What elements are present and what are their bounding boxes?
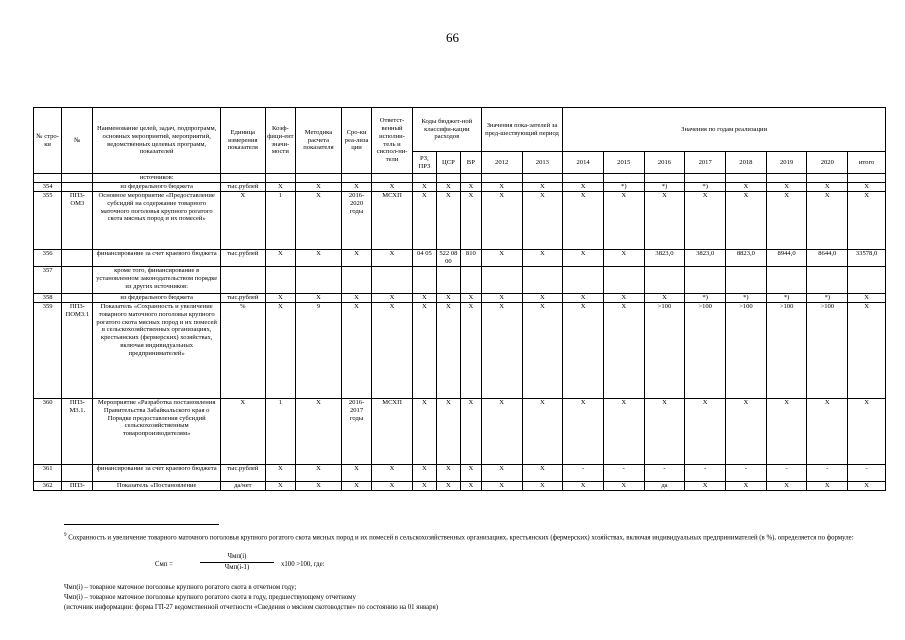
table-cell — [644, 174, 685, 183]
footnote-separator — [64, 524, 219, 525]
table-cell: - — [644, 465, 685, 482]
name-cell: финансирование за счет краевого бюджета — [93, 250, 220, 267]
table-cell: >100 — [685, 303, 726, 399]
header-rz: РЗ, ПРЗ — [412, 152, 436, 174]
table-cell: 1 — [265, 399, 295, 465]
table-cell: X — [563, 303, 604, 399]
table-cell — [220, 174, 265, 183]
table-cell: X — [412, 303, 436, 399]
table-cell: X — [412, 183, 436, 192]
table-cell: X — [296, 482, 342, 491]
table-row — [34, 183, 886, 192]
table-cell: X — [372, 294, 413, 303]
table-cell: X — [412, 399, 436, 465]
header-year: 2013 — [522, 152, 563, 174]
footnote-definition-2: Чмп(i) – товарное маточное поголовье крупного рогатого скота в году, предшествующему отчетному — [64, 594, 356, 601]
table-cell: X — [412, 482, 436, 491]
name-cell: источников: — [93, 174, 220, 183]
table-cell: тыс.рублей — [220, 465, 265, 482]
table-cell: X — [644, 399, 685, 465]
row-number-cell: 356 — [34, 250, 62, 267]
header-prev-period: Значения пока-зателей за пред-шествующий период — [481, 108, 562, 152]
name-cell: Мероприятие «Разработка постановления Правительства Забайкальского края о Порядке предоставления субсидий сельскохозяйственным товаропроизводителям» — [93, 399, 220, 465]
table-cell: X — [412, 192, 436, 250]
page-number: 66 — [446, 30, 459, 45]
table-cell: X — [372, 183, 413, 192]
table-cell: X — [603, 192, 644, 250]
table-cell: да — [644, 482, 685, 491]
table-cell — [296, 267, 342, 294]
table-cell: *) — [726, 294, 767, 303]
table-cell — [766, 174, 807, 183]
table-cell: X — [603, 399, 644, 465]
table-cell: *) — [807, 294, 848, 303]
table-cell — [220, 267, 265, 294]
table-cell: - — [563, 465, 604, 482]
table-cell: X — [341, 294, 371, 303]
table-cell: X — [563, 399, 604, 465]
table-cell: X — [726, 482, 767, 491]
table-cell: X — [522, 399, 563, 465]
table-cell: X — [481, 294, 522, 303]
table-cell: X — [807, 192, 848, 250]
table-cell: X — [436, 303, 460, 399]
table-cell: X — [481, 482, 522, 491]
table-cell: X — [372, 250, 413, 267]
name-cell: Основное мероприятие «Предоставление субсидий на содержание товарного маточного поголовья крупного рогатого скота мясных пород и их помесей» — [93, 192, 220, 250]
table-cell: X — [436, 183, 460, 192]
header-unit: Единица измерения показателя — [220, 108, 265, 174]
table-cell: X — [296, 192, 342, 250]
table-cell: X — [481, 465, 522, 482]
table-cell: X — [766, 192, 807, 250]
table-cell: X — [436, 465, 460, 482]
table-cell: X — [460, 399, 481, 465]
table-cell: X — [726, 192, 767, 250]
table-cell: X — [296, 183, 342, 192]
table-cell: X — [726, 183, 767, 192]
table-cell: X — [848, 482, 886, 491]
table-cell: тыс.рублей — [220, 294, 265, 303]
table-cell — [522, 174, 563, 183]
table-cell: 810 — [460, 250, 481, 267]
table-cell — [460, 267, 481, 294]
table-cell: X — [296, 294, 342, 303]
table-cell: X — [460, 192, 481, 250]
table-cell — [563, 174, 604, 183]
table-cell: ПП3-М3.1. — [62, 399, 93, 465]
table-cell: 33578,0 — [848, 250, 886, 267]
header-year: 2015 — [603, 152, 644, 174]
table-cell — [726, 174, 767, 183]
table-cell — [848, 174, 886, 183]
table-cell: X — [412, 294, 436, 303]
row-number-cell: 358 — [34, 294, 62, 303]
table-cell — [766, 267, 807, 294]
table-cell: X — [522, 465, 563, 482]
table-cell: X — [341, 303, 371, 399]
table-cell: *) — [685, 183, 726, 192]
header-year: 2018 — [726, 152, 767, 174]
header-budget-codes: Коды бюджет-ной классифи-кации расходов — [412, 108, 481, 152]
header-name: Наименование целей, задач, подпрограмм, основных мероприятий, мероприятий, ведомственных целевых программ, показателей — [93, 108, 220, 174]
table-cell: X — [807, 399, 848, 465]
table-cell: X — [848, 399, 886, 465]
table-cell: X — [563, 294, 604, 303]
table-cell: X — [436, 294, 460, 303]
table-cell: 8823,0 — [726, 250, 767, 267]
table-row — [34, 465, 886, 482]
table-cell: 04 05 — [412, 250, 436, 267]
table-cell — [341, 174, 371, 183]
name-cell: из федерального бюджета — [93, 183, 220, 192]
row-number-cell: 357 — [34, 267, 62, 294]
table-cell: X — [807, 183, 848, 192]
table-cell — [62, 250, 93, 267]
table-cell: *) — [644, 183, 685, 192]
footnote-mark: 9 — [64, 533, 67, 538]
table-cell — [481, 174, 522, 183]
header-year: 2016 — [644, 152, 685, 174]
table-cell: 3823,0 — [644, 250, 685, 267]
table-cell — [62, 294, 93, 303]
table-cell: 9 — [296, 303, 342, 399]
table-cell — [62, 183, 93, 192]
table-cell: X — [460, 183, 481, 192]
name-cell: финансирование за счет краевого бюджета — [93, 465, 220, 482]
table-cell — [726, 267, 767, 294]
table-cell — [62, 174, 93, 183]
footnote-description: Сохранность и увеличение товарного маточного поголовья крупного рогатого скота мясных пород и их помесей в сельскохозяйственных организациях, крестьянских (фермерских) хозяйствах, включая индивидуальных предпринимателей (в %), определяется по формуле: — [68, 534, 854, 542]
table-cell: - — [848, 465, 886, 482]
table-cell: ПП3-ОМ3 — [62, 192, 93, 250]
table-cell: ПП3-ПОМ3.1 — [62, 303, 93, 399]
table-cell: X — [341, 183, 371, 192]
table-cell — [685, 174, 726, 183]
table-cell: X — [644, 192, 685, 250]
name-cell: Показатель «Сохранность и увеличение товарного маточного поголовья крупного рогатого скота мясных пород и их помесей в сельскохозяйственных организациях, крестьянских (фермерских) хозяйствах, включая индивидуальных предпринимателей» — [93, 303, 220, 399]
header-year: 2017 — [685, 152, 726, 174]
table-cell: >100 — [644, 303, 685, 399]
table-cell — [436, 267, 460, 294]
table-cell — [62, 465, 93, 482]
table-cell: - — [685, 465, 726, 482]
table-cell: X — [460, 294, 481, 303]
table-cell: X — [341, 482, 371, 491]
table-cell: X — [603, 294, 644, 303]
table-cell — [62, 267, 93, 294]
table-cell: X — [522, 482, 563, 491]
table-cell: X — [522, 192, 563, 250]
header-total: итого — [848, 152, 886, 174]
table-cell: X — [644, 294, 685, 303]
table-cell: ПП3- — [62, 482, 93, 491]
table-cell: 8944,0 — [766, 250, 807, 267]
table-cell: тыс.рублей — [220, 183, 265, 192]
table-cell: X — [481, 399, 522, 465]
table-cell — [807, 267, 848, 294]
name-cell: из федерального бюджета — [93, 294, 220, 303]
table-cell: *) — [685, 294, 726, 303]
table-cell — [372, 174, 413, 183]
table-cell: - — [766, 465, 807, 482]
table-cell — [460, 174, 481, 183]
table-cell: X — [481, 192, 522, 250]
table-cell: X — [522, 294, 563, 303]
table-cell — [563, 267, 604, 294]
table-cell: X — [522, 250, 563, 267]
row-number-cell: 359 — [34, 303, 62, 399]
table-cell: 522 08 00 — [436, 250, 460, 267]
table-cell: X — [296, 250, 342, 267]
header-terms: Сро-ки реа-лиза ции — [341, 108, 371, 174]
table-cell: X — [522, 303, 563, 399]
table-cell — [644, 267, 685, 294]
table-cell: X — [848, 303, 886, 399]
table-row — [34, 399, 886, 465]
table-row — [34, 294, 886, 303]
formula-left: Смп = — [155, 561, 174, 568]
table-cell: 2016-2017 годы — [341, 399, 371, 465]
table-cell: X — [265, 303, 295, 399]
table-cell: X — [220, 399, 265, 465]
name-cell: Показатель «Постановление — [93, 482, 220, 491]
table-row — [34, 482, 886, 491]
row-number-cell: 362 — [34, 482, 62, 491]
table-cell: X — [372, 482, 413, 491]
table-cell — [685, 267, 726, 294]
table-cell: X — [460, 482, 481, 491]
table-cell: X — [296, 399, 342, 465]
table-cell: - — [807, 465, 848, 482]
table-cell: X — [563, 482, 604, 491]
table-cell: >100 — [766, 303, 807, 399]
table-cell: *) — [603, 183, 644, 192]
row-number-cell: 355 — [34, 192, 62, 250]
table-cell: X — [481, 250, 522, 267]
row-number-cell: 360 — [34, 399, 62, 465]
header-coef: Коэф-фици-ент значи-мости — [265, 108, 295, 174]
table-cell: X — [563, 192, 604, 250]
table-cell — [265, 174, 295, 183]
table-cell: X — [603, 250, 644, 267]
table-cell: - — [726, 465, 767, 482]
table-cell — [296, 174, 342, 183]
table-cell — [412, 267, 436, 294]
table-cell: X — [522, 183, 563, 192]
table-cell: X — [265, 183, 295, 192]
table-row — [34, 303, 886, 399]
table-cell — [603, 267, 644, 294]
table-cell — [807, 174, 848, 183]
indicators-table — [33, 107, 886, 491]
table-cell: X — [848, 192, 886, 250]
table-cell: X — [265, 482, 295, 491]
table-cell: X — [766, 482, 807, 491]
header-year: 2019 — [766, 152, 807, 174]
table-cell: X — [341, 465, 371, 482]
table-cell: - — [603, 465, 644, 482]
table-cell: 8644,0 — [807, 250, 848, 267]
name-cell: кроме того, финансирование в установленном законодательством порядке из других источников: — [93, 267, 220, 294]
table-cell — [372, 267, 413, 294]
table-cell: X — [685, 192, 726, 250]
table-cell: МСХП — [372, 399, 413, 465]
table-row — [34, 192, 886, 250]
table-cell: *) — [766, 294, 807, 303]
table-cell: X — [265, 465, 295, 482]
table-cell: >100 — [807, 303, 848, 399]
footnote-source: (источник информации: форма ГП-27 ведомственной отчетности «Сведения о мясном скотоводстве» по состоянию на 01 января) — [64, 604, 438, 611]
header-csr: ЦСР — [436, 152, 460, 174]
table-cell: X — [412, 465, 436, 482]
table-body — [34, 174, 886, 491]
header-years-label: Значения по годам реализации — [563, 108, 886, 152]
table-cell: X — [603, 303, 644, 399]
table-cell: X — [603, 482, 644, 491]
table-cell — [436, 174, 460, 183]
table-cell: X — [220, 192, 265, 250]
table-cell: 1 — [265, 192, 295, 250]
table-cell: X — [265, 250, 295, 267]
table-cell: X — [372, 303, 413, 399]
table-cell: 2016-2020 годы — [341, 192, 371, 250]
table-row — [34, 250, 886, 267]
header-year: 2012 — [481, 152, 522, 174]
table-cell: X — [341, 250, 371, 267]
footnote-definition-1: Чмп(i) – товарное маточное поголовье крупного рогатого скота в отчетном году; — [64, 584, 297, 591]
table-cell: X — [460, 465, 481, 482]
table-cell: X — [372, 465, 413, 482]
header-row-num: № стро-ки — [34, 108, 62, 174]
table-cell: да/нет — [220, 482, 265, 491]
table-cell: X — [766, 399, 807, 465]
header-vr: ВР — [460, 152, 481, 174]
table-cell: 3823,0 — [685, 250, 726, 267]
table-cell — [848, 267, 886, 294]
formula-right: x100 >100, где: — [281, 561, 325, 568]
table-cell: X — [685, 399, 726, 465]
table-cell — [412, 174, 436, 183]
table-cell: X — [296, 465, 342, 482]
table-cell: X — [436, 192, 460, 250]
table-cell: X — [460, 303, 481, 399]
table-cell — [481, 267, 522, 294]
table-cell: тыс.рублей — [220, 250, 265, 267]
table-row — [34, 267, 886, 294]
header-responsible: Ответст-венный исполни-тель и сиспол-ни-тели — [372, 108, 413, 174]
table-cell: X — [726, 399, 767, 465]
table-cell: X — [436, 399, 460, 465]
table-cell: X — [848, 294, 886, 303]
header-year: 2020 — [807, 152, 848, 174]
table-cell: X — [766, 183, 807, 192]
formula-denominator: Чмп(i-1) — [224, 564, 250, 571]
table-cell: X — [685, 482, 726, 491]
header-num: № — [62, 108, 93, 174]
table-cell: >100 — [726, 303, 767, 399]
row-number-cell: 361 — [34, 465, 62, 482]
table-cell: X — [807, 482, 848, 491]
table-cell: X — [481, 183, 522, 192]
row-number-cell — [34, 174, 62, 183]
header-method: Методика расчета показателя — [296, 108, 342, 174]
table-cell: % — [220, 303, 265, 399]
table-cell — [265, 267, 295, 294]
table-cell: X — [481, 303, 522, 399]
table-row — [34, 174, 886, 183]
table-cell — [603, 174, 644, 183]
table-cell: X — [436, 482, 460, 491]
table-cell: X — [265, 294, 295, 303]
formula-numerator: Чмп(i) — [200, 553, 274, 563]
row-number-cell: 354 — [34, 183, 62, 192]
footnote-text — [64, 533, 884, 543]
table-cell: X — [563, 183, 604, 192]
table-cell: МСХП — [372, 192, 413, 250]
table-cell: X — [848, 183, 886, 192]
table-cell — [341, 267, 371, 294]
table-cell — [522, 267, 563, 294]
table-cell: X — [563, 250, 604, 267]
header-year: 2014 — [563, 152, 604, 174]
